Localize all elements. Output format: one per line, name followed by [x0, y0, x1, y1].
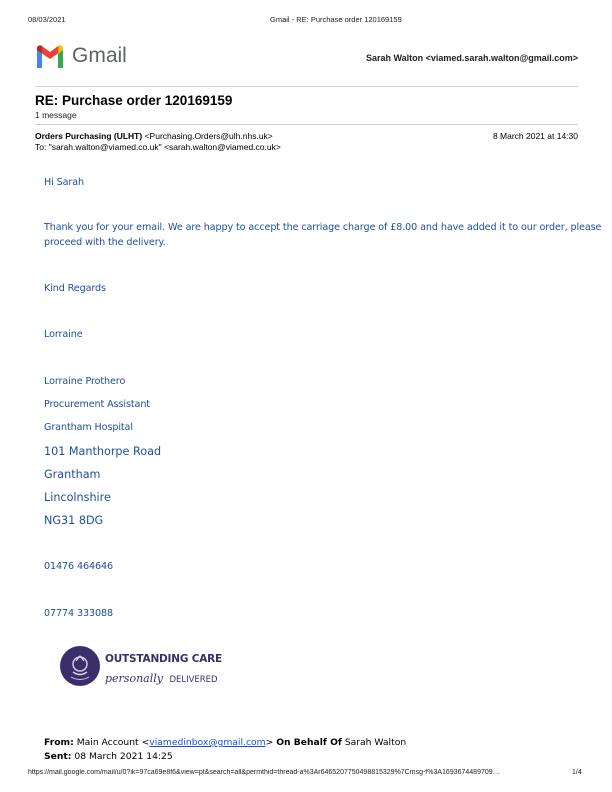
quoted-behalf-label: On Behalf Of — [276, 737, 342, 748]
message-date: 8 March 2021 at 14:30 — [492, 131, 578, 141]
signature-name: Lorraine Prothero — [44, 376, 126, 387]
logo-line-2 — [105, 669, 218, 687]
logo-script-text: personally — [105, 672, 163, 685]
quoted-from-line — [44, 737, 406, 748]
signature-address-line: NG31 8DG — [44, 514, 104, 527]
logo-delivered-text: DELIVERED — [169, 675, 218, 685]
gmail-logo-text: Gmail — [72, 44, 127, 67]
sender-email: <Purchasing.Orders@ulh.nhs.uk> — [144, 131, 273, 141]
sender-line — [35, 131, 273, 141]
quoted-sent-line — [44, 751, 173, 762]
quoted-from-label: From: — [44, 737, 74, 748]
quoted-from-value-end: > — [265, 737, 274, 748]
quoted-sent-label: Sent: — [44, 751, 72, 762]
emblem-icon — [60, 644, 100, 688]
print-url: https://mail.google.com/mail/u/0?ik=97ca69e8f6&view=pt&search=all&permthid=thread-a%3Ar6465207750498815329%7Cmsg-f%3A1693674489709… — [28, 769, 500, 776]
signature-address-line: 101 Manthorpe Road — [44, 445, 162, 458]
signature-mobile: 07774 333088 — [44, 608, 113, 619]
quoted-from-email-link[interactable]: viamedinbox@gmail.com — [149, 737, 266, 748]
divider — [35, 124, 578, 125]
gmail-logo-icon — [35, 45, 65, 68]
signature-phone: 01476 464646 — [44, 561, 113, 572]
print-date: 08/03/2021 — [28, 15, 66, 24]
quoted-behalf-value: Sarah Walton — [344, 737, 407, 748]
page-number: 1/4 — [572, 769, 582, 776]
body-paragraph-line-1: Thank you for your email. We are happy to accept the carriage charge of £8.00 and have added it to our order, please — [44, 222, 602, 233]
quoted-from-value: Main Account < — [76, 737, 150, 748]
signature-hospital: Grantham Hospital — [44, 422, 133, 433]
recipient-line: To: "sarah.walton@viamed.co.uk" <sarah.walton@viamed.co.uk> — [35, 142, 281, 152]
signature-role: Procurement Assistant — [44, 399, 150, 410]
quoted-sent-value: 08 March 2021 14:25 — [74, 751, 173, 762]
closing-regards: Kind Regards — [44, 283, 106, 294]
signature-address-line: Grantham — [44, 468, 101, 481]
print-title: Gmail - RE: Purchase order 120169159 — [270, 15, 402, 24]
body-paragraph-line-2: proceed with the delivery. — [44, 237, 166, 248]
sender-first-name: Lorraine — [44, 329, 83, 340]
signature-address-line: Lincolnshire — [44, 491, 111, 504]
greeting: Hi Sarah — [44, 177, 85, 188]
subject-title: RE: Purchase order 120169159 — [35, 93, 233, 108]
divider — [35, 86, 578, 87]
account-label: Sarah Walton <viamed.sarah.walton@gmail.com> — [365, 53, 578, 63]
outstanding-care-logo — [60, 644, 222, 690]
sender-name: Orders Purchasing (ULHT) — [35, 131, 143, 141]
logo-line-1: OUTSTANDING CARE — [105, 653, 223, 665]
message-count: 1 message — [35, 110, 77, 120]
